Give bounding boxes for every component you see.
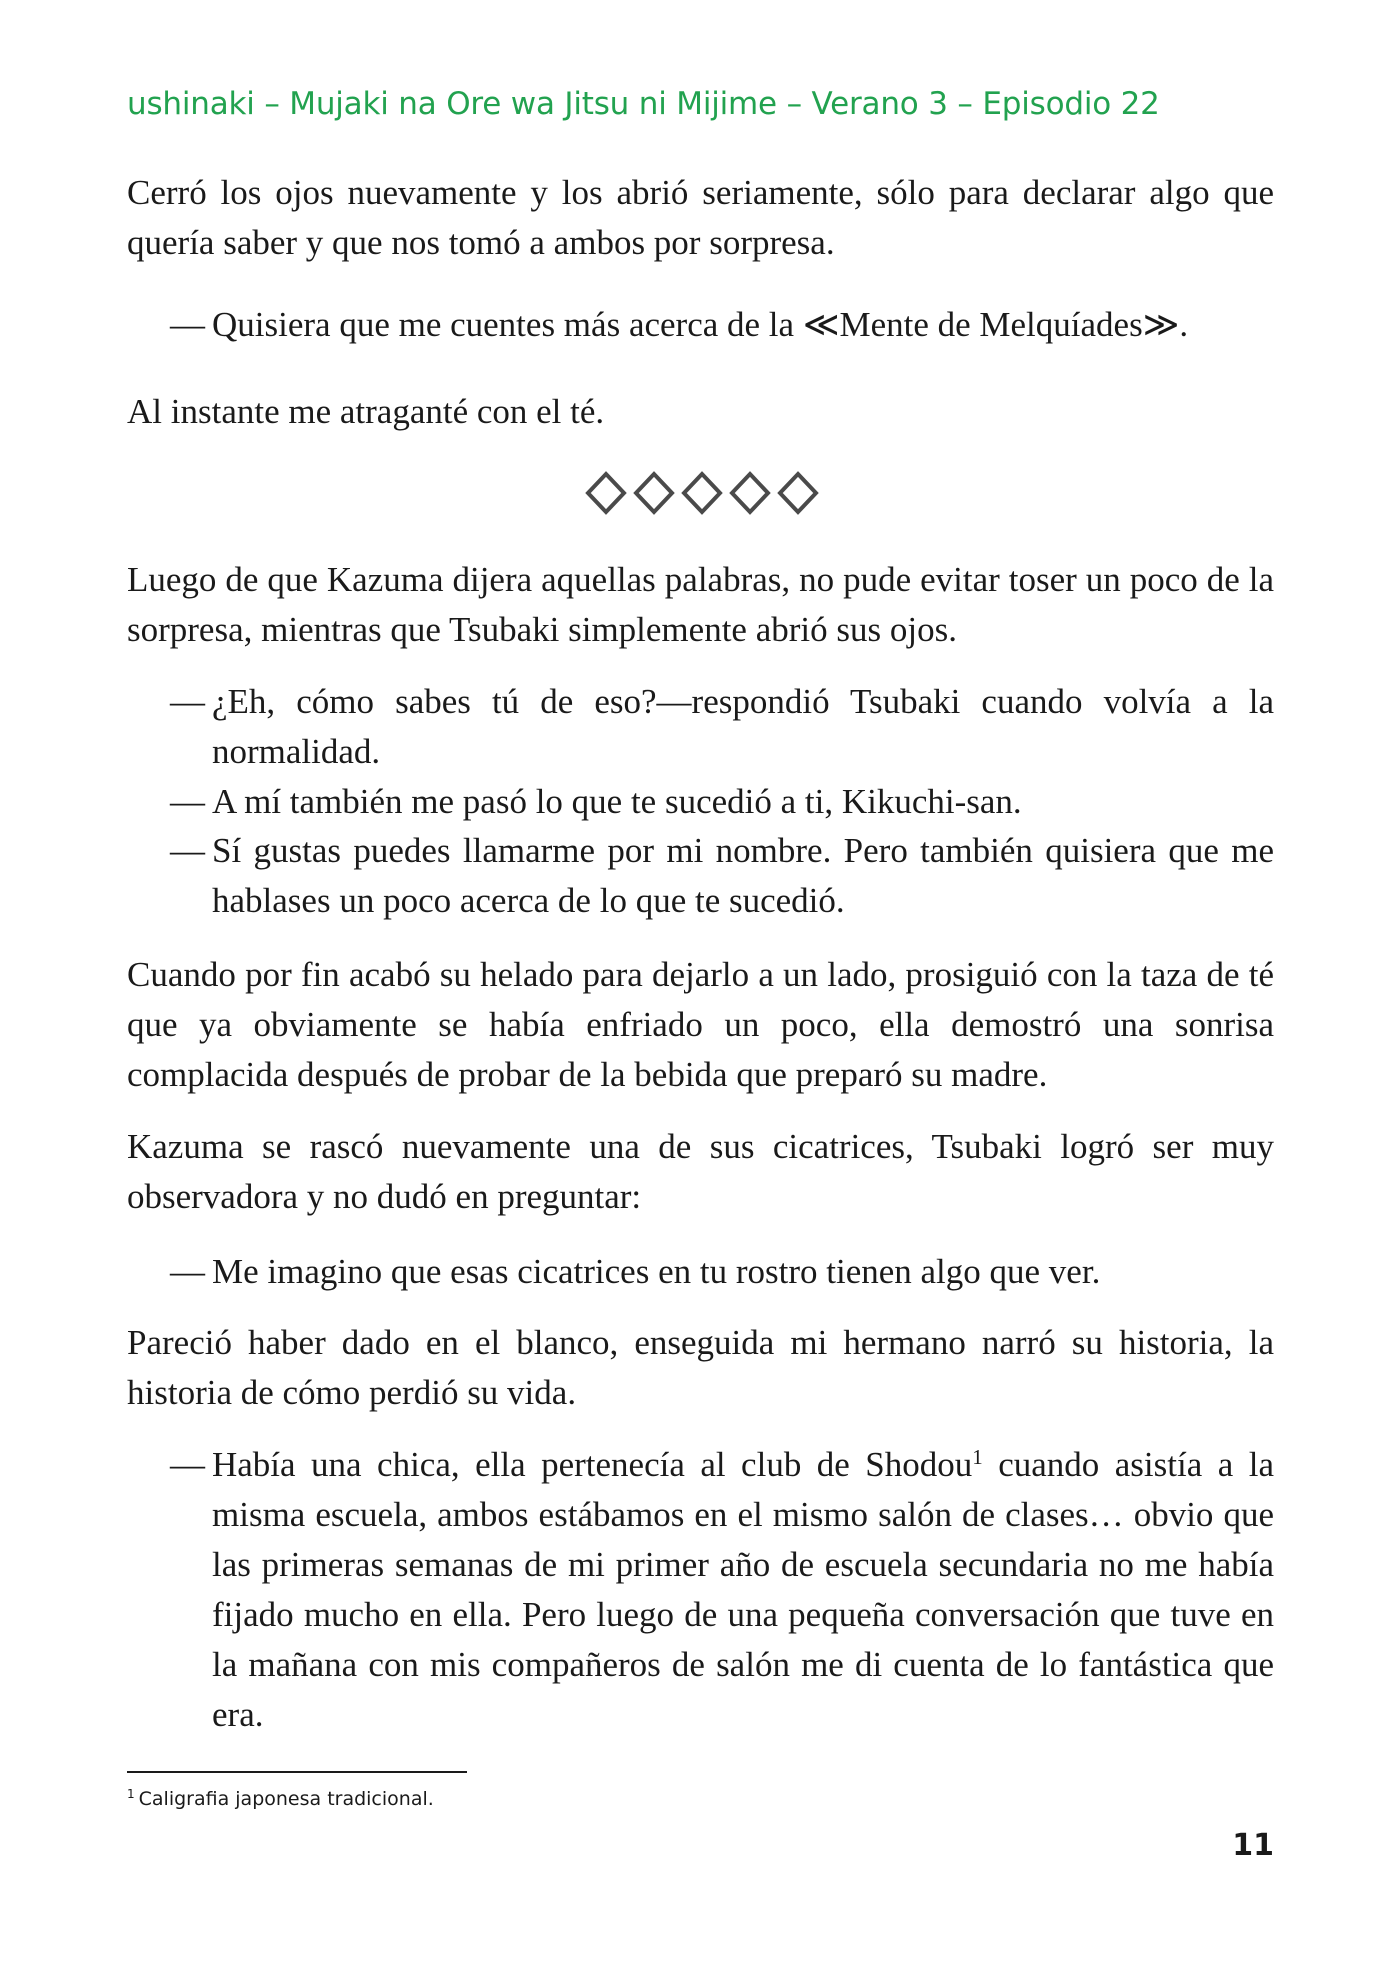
diamond-outline-icon [777, 468, 819, 518]
dialogue-text: Quisiera que me cuentes más acerca de la ≪Mente de Melquíades≫. [212, 305, 1189, 344]
dialogue-text: A mí también me pasó lo que te sucedió a ti, Kikuchi-san. [212, 782, 1022, 821]
dialogue-4 [170, 826, 1274, 926]
paragraph-1 [127, 168, 1274, 268]
footnote-text: Caligrafia japonesa tradicional. [138, 1788, 434, 1810]
dialogue-text-after-ref: cuando asistía a la misma escuela, ambos estábamos en el mismo salón de clases… obvio que las primeras semanas de mi primer año de escuela secundaria no me había fijado mucho en ella. Pero luego de una pequeña conversación que tuve en la mañana con mis compañeros de salón me di cuenta de lo fantástica que era. [212, 1445, 1274, 1734]
em-dash: — [170, 682, 205, 721]
paragraph-text: Kazuma se rascó nuevamente una de sus cicatrices, Tsubaki logró ser muy observadora y no dudó en preguntar: [127, 1127, 1274, 1216]
dialogue-text [212, 1440, 1274, 1740]
diamond-outline-icon [681, 468, 723, 518]
dialogue-3 [170, 777, 1274, 827]
em-dash: — [170, 305, 205, 344]
dialogue-5 [170, 1247, 1274, 1297]
dialogue-1 [170, 300, 1274, 350]
paragraph-2 [127, 387, 1274, 437]
paragraph-text: Al instante me atraganté con el té. [127, 392, 605, 431]
dialogue-text: Me imagino que esas cicatrices en tu rostro tienen algo que ver. [212, 1252, 1101, 1291]
paragraph-4 [127, 950, 1274, 1100]
diamond-outline-icon [729, 468, 771, 518]
diamond-outline-icon [585, 468, 627, 518]
dialogue-text: ¿Eh, cómo sabes tú de eso?—respondió Tsubaki cuando volvía a la normalidad. [212, 682, 1274, 771]
diamond-outline-icon [633, 468, 675, 518]
footnote [127, 1787, 434, 1810]
scene-separator [585, 468, 819, 518]
dialogue-text-before-ref: Había una chica, ella pertenecía al club de Shodou [212, 1445, 973, 1484]
paragraph-text: Pareció haber dado en el blanco, enseguida mi hermano narró su historia, la historia de cómo perdió su vida. [127, 1323, 1274, 1412]
paragraph-5 [127, 1122, 1274, 1222]
em-dash: — [170, 1252, 205, 1291]
footnote-divider [127, 1771, 467, 1773]
em-dash: — [170, 831, 205, 870]
dialogue-text: Sí gustas puedes llamarme por mi nombre. Pero también quisiera que me hablases un poco acerca de lo que te sucedió. [212, 831, 1274, 920]
em-dash: — [170, 782, 205, 821]
page-number: 11 [1232, 1828, 1274, 1863]
running-header: ushinaki – Mujaki na Ore wa Jitsu ni Mijime – Verano 3 – Episodio 22 [127, 86, 1160, 122]
footnote-reference[interactable]: 1 [972, 1445, 983, 1469]
footnote-number: 1 [127, 1787, 135, 1801]
paragraph-text: Cerró los ojos nuevamente y los abrió seriamente, sólo para declarar algo que quería saber y que nos tomó a ambos por sorpresa. [127, 173, 1274, 262]
paragraph-text: Cuando por fin acabó su helado para dejarlo a un lado, prosiguió con la taza de té que ya obviamente se había enfriado un poco, ella demostró una sonrisa complacida después de probar de la bebida que preparó su madre. [127, 955, 1274, 1094]
paragraph-text: Luego de que Kazuma dijera aquellas palabras, no pude evitar toser un poco de la sorpresa, mientras que Tsubaki simplemente abrió sus ojos. [127, 560, 1274, 649]
paragraph-3 [127, 555, 1274, 655]
dialogue-6 [170, 1440, 1274, 1740]
dialogue-2 [170, 677, 1274, 777]
paragraph-6 [127, 1318, 1274, 1418]
em-dash: — [170, 1445, 205, 1484]
